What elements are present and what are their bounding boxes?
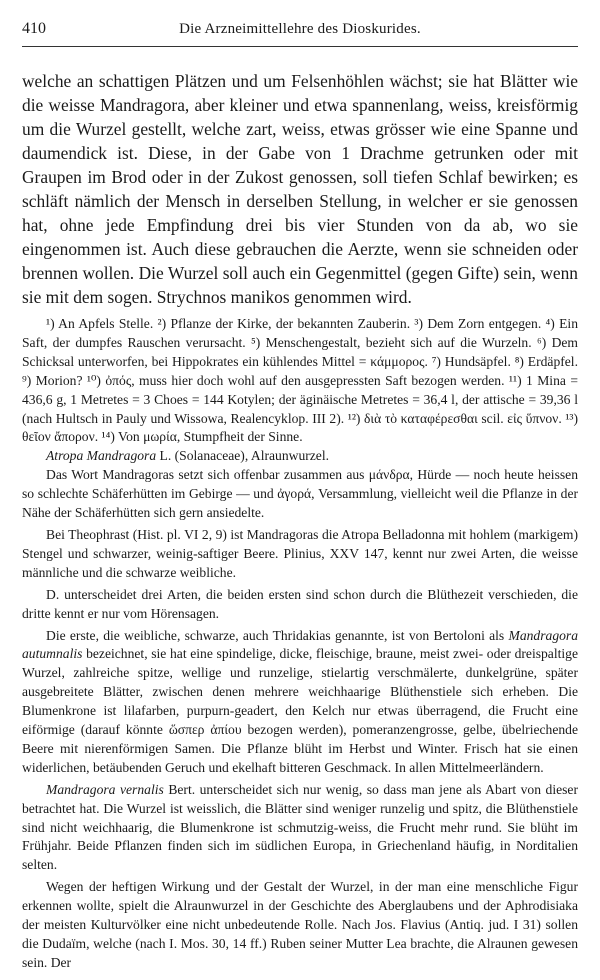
species-heading [22,447,578,466]
species-name: Atropa Mandragora [46,448,157,464]
main-text-paragraph: welche an schattigen Plätzen und um Felsenhöhlen wächst; sie hat Blätter wie die weisse Mandragora, aber kleiner und etwa spannenlang, weiss, kreisförmig um die Wurzel gestellt, welche zart, weiss, etwas grösser wie eine Spanne und daumendick ist. Diese, in der Gabe von 1 Drachme getrunken oder mit Graupen im Brod oder in der Zukost genossen, soll tiefen Schlaf bewirken; es schläft nämlich der Mensch in derselben Stellung, in welcher er sie genossen hat, ohne jede Empfindung drei bis vier Stunden von da ab, wo sie eingenommen ist. Auch diese gebrauchen die Aerzte, wenn sie schneiden oder brennen wollen. Die Wurzel soll auch ein Gegenmittel (gegen Gifte) sein, wenn sie mit dem sogen. Strychnos manikos genommen wird. [22,71,578,307]
commentary-paragraph-etymology: Das Wort Mandragoras setzt sich offenbar zusammen aus μάνδρα, Hürde — noch heute heissen so schlechte Schäferhütten im Gebirge — und ἀγορά, Versammlung, vielleicht weil die Pflanze in der Nähe der Schäferhütten sich gern ansiedelte. [22,467,578,521]
commentary-paragraph-vernalis [22,781,578,876]
commentary-paragraph-theophrast: Bei Theophrast (Hist. pl. VI 2, 9) ist Mandragoras die Atropa Belladonna mit hohlem (markigem) Stengel und schwarzer, weinig-saftiger Beere. Plinius, XXV 147, kennt nur zwei Arten, die weisse männliche und die schwarze weibliche. [22,526,578,580]
page-number: 410 [22,20,46,37]
commentary-paragraph-autumnalis [22,627,578,778]
p4-before: Die erste, die weibliche, schwarze, auch Thridakias genannte, ist von Bertoloni als [46,627,505,643]
p5-after: Bert. unterscheidet sich nur wenig, so dass man jene als Abart von dieser betrachtet hat. Die Wurzel ist weisslich, die Blätter sind weniger runzelig und spitz, die Blüthenstiele sind nicht weichhaarig, die Blumenkrone ist schmutzig-weiss, die Frucht mehr rund. Sie blüht im Frühjahr. Beide Pflanzen finden sich im südlichen Europa, in Griechenland häufig, in Norditalien selten. [22,781,578,873]
commentary-paragraph-three-kinds: D. unterscheidet drei Arten, die beiden ersten sind schon durch die Blüthezeit verschieden, die dritte kennt er nur vom Hörensagen. [22,586,578,621]
running-title: Die Arzneimittellehre des Dioskurides. [179,21,421,37]
p4-after: bezeichnet, sie hat eine spindelige, dicke, fleischige, braune, meist zwei- oder dreispaltige Wurzel, zahlreiche spitze, wellige und runzelige, stielartig verschmälerte, dunkelgrüne, später ausgebreitete Blätter, zwischen denen mehrere weichhaarige Blüthenstiele sich erheben. Die Blumenkrone ist lilafarben, purpurn-geadert, den Kelch nur etwas überragend, die Frucht eine eiförmige (darauf könnte ὥσπερ ἀπίου bezogen werden), pomeranzengrosse, gelbe, übelriechende Beere mit nierenförmigen Samen. Die Pflanze blüht im Herbst und Winter. Frisch hat sie einen widerlichen, betäubenden Geruch und ekelhaft bitteren Geschmack. In allen Mittelmeerländern. [22,646,578,775]
species-family: L. (Solanaceae), Alraunwurzel. [159,448,330,464]
p4-species: Mandragora autumnalis [22,627,578,662]
running-header [22,20,578,47]
footnotes: ¹) An Apfels Stelle. ²) Pflanze der Kirke, der bekannten Zauberin. ³) Dem Zorn entgegen. ⁴) Ein Saft, der dumpfes Rauschen verursacht. ⁵) Menschengestalt, bezieht sich auf die Wurzeln. ⁶) Dem Schicksal unterworfen, bei Hippokrates ein kühlendes Mittel = κάμμορος. ⁷) Hundsäpfel. ⁸) Erdäpfel. ⁹) Morion? ¹⁰) ὀπός, muss hier doch wohl auf den ausgepressten Saft bezogen werden. ¹¹) 1 Mina = 436,6 g, 1 Metretes = 3 Choes = 144 Kotylen; der äginäische Metretes = 36,4 l, der attische = 39,36 l (nach Hultsch in Pauly und Wissowa, Realencyklop. III 2). ¹²) διὰ τὸ καταφέρεσθαι scil. εἰς ὕπνον. ¹³) θεῖον ἄπορον. ¹⁴) Von μωρία, Stumpfheit der Sinne. [22,316,578,445]
p5-species: Mandragora vernalis [46,781,164,797]
commentary-paragraph-superstition: Wegen der heftigen Wirkung und der Gestalt der Wurzel, in der man eine menschliche Figur erkennen wollte, spielt die Alraunwurzel in der Geschichte des Aberglaubens und der Aphrodisiaka der meisten Kulturvölker eine nicht unbedeutende Rolle. Nach Jos. Flavius (Antiq. jud. I 31) sollen die Dudaïm, welche (nach I. Mos. 30, 14 ff.) Ruben seiner Mutter Lea brachte, die Alraunen gewesen sein. Der [22,879,578,970]
